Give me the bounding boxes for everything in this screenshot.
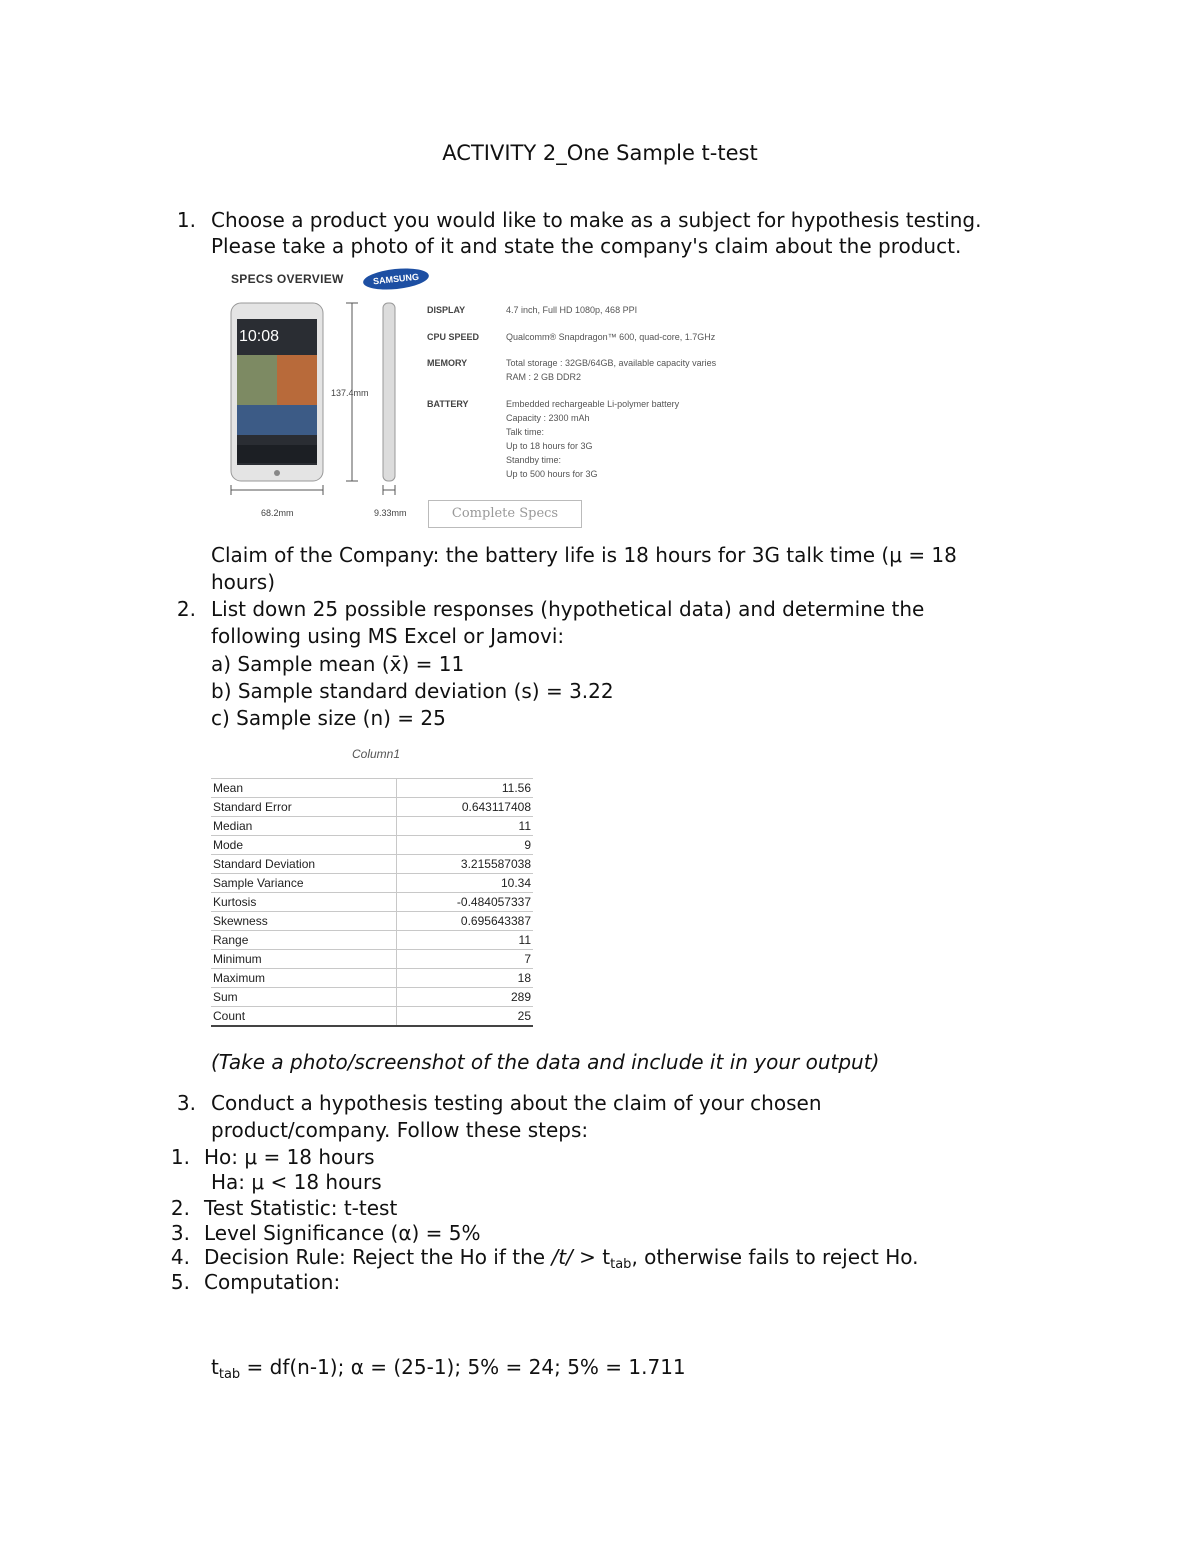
- stats-label: Mean: [211, 779, 396, 798]
- step-3-text: Level Significance (α) = 5%: [204, 1221, 481, 1245]
- stats-label: Skewness: [211, 912, 396, 931]
- stats-row: [211, 1007, 533, 1027]
- stats-label: Median: [211, 817, 396, 836]
- descriptive-statistics-table: [211, 745, 533, 1027]
- step-3-number: 3.: [170, 1221, 190, 1245]
- stats-row: [211, 798, 533, 817]
- spec-label-display: DISPLAY: [427, 305, 466, 315]
- stats-label: Maximum: [211, 969, 396, 988]
- step-1-text: Ho: μ = 18 hours: [204, 1145, 375, 1169]
- step-4-post: , otherwise fails to reject Ho.: [631, 1245, 919, 1269]
- item-1-line1: Choose a product you would like to make as a subject for hypothesis testing.: [211, 208, 982, 232]
- complete-specs-button[interactable]: Complete Specs: [428, 500, 582, 528]
- step-1-alt-hypothesis: Ha: μ < 18 hours: [211, 1170, 382, 1194]
- claim-line2: hours): [211, 570, 276, 594]
- stats-value: 3.215587038: [396, 855, 533, 874]
- item-3-line2: product/company. Follow these steps:: [211, 1118, 589, 1142]
- height-dimension: 137.4mm: [331, 388, 369, 398]
- step-4-text: [204, 1244, 918, 1270]
- item-2c: c) Sample size (n) = 25: [211, 706, 446, 730]
- t-tab-t: t: [211, 1355, 219, 1379]
- stats-row: [211, 836, 533, 855]
- stats-label: Sample Variance: [211, 874, 396, 893]
- step-2-number: 2.: [170, 1196, 190, 1220]
- spec-label-battery: BATTERY: [427, 399, 469, 409]
- item-3-number: 3.: [176, 1091, 196, 1115]
- spec-value-cpu: Qualcomm® Snapdragon™ 600, quad-core, 1.7GHz: [506, 332, 716, 342]
- stats-column-header: Column1: [351, 747, 401, 761]
- stats-label: Kurtosis: [211, 893, 396, 912]
- t-tab-rest: = df(n-1); α = (25-1); 5% = 24; 5% = 1.711: [240, 1355, 686, 1379]
- stats-label: Mode: [211, 836, 396, 855]
- step-4-sub: tab: [610, 1257, 632, 1272]
- step-5-text: Computation:: [204, 1270, 341, 1294]
- stats-label: Minimum: [211, 950, 396, 969]
- stats-value: 11.56: [396, 779, 533, 798]
- stats-value: 18: [396, 969, 533, 988]
- stats-value: 0.695643387: [396, 912, 533, 931]
- spec-label-memory: MEMORY: [427, 358, 468, 368]
- phone-clock: 10:08: [239, 328, 280, 345]
- step-4-number: 4.: [170, 1245, 190, 1269]
- stats-value: 25: [396, 1007, 533, 1027]
- t-tab-sub: tab: [218, 1367, 241, 1382]
- item-2b: b) Sample standard deviation (s) = 3.22: [211, 679, 614, 703]
- item-1-line2: Please take a photo of it and state the company's claim about the product.: [211, 234, 962, 258]
- stats-row: [211, 912, 533, 931]
- step-2-text: Test Statistic: t-test: [204, 1196, 398, 1220]
- product-specs-image: [225, 265, 745, 530]
- width-dimension: 68.2mm: [261, 508, 294, 518]
- stats-row: [211, 779, 533, 798]
- stats-row: [211, 988, 533, 1007]
- stats-row: [211, 817, 533, 836]
- item-2-line2: following using MS Excel or Jamovi:: [211, 624, 565, 648]
- stats-label: Sum: [211, 988, 396, 1007]
- item-2a: a) Sample mean (x̄) = 11: [211, 652, 465, 676]
- stats-row: [211, 874, 533, 893]
- step-4-mid: > t: [572, 1245, 611, 1269]
- t-tab-computation: [211, 1354, 686, 1380]
- stats-value: 10.34: [396, 874, 533, 893]
- stats-row: [211, 931, 533, 950]
- depth-dimension: 9.33mm: [374, 508, 407, 518]
- stats-row: [211, 969, 533, 988]
- stats-label: Range: [211, 931, 396, 950]
- step-4-pre: Decision Rule: Reject the Ho if the: [204, 1245, 552, 1269]
- stats-row: [211, 950, 533, 969]
- spec-value-display: 4.7 inch, Full HD 1080p, 468 PPI: [506, 305, 638, 315]
- stats-label: Count: [211, 1007, 396, 1027]
- specs-heading: SPECS OVERVIEW: [231, 272, 344, 286]
- item-1-number: 1.: [176, 208, 196, 232]
- step-4-abs-t: /t/: [551, 1245, 573, 1269]
- stats-row: [211, 893, 533, 912]
- item-2-number: 2.: [176, 597, 196, 621]
- stats-row: [211, 855, 533, 874]
- spec-value-memory: Total storage : 32GB/64GB, available capacity varies RAM : 2 GB DDR2: [506, 358, 717, 382]
- stats-label: Standard Error: [211, 798, 396, 817]
- step-5-number: 5.: [170, 1270, 190, 1294]
- item-3-line1: Conduct a hypothesis testing about the claim of your chosen: [211, 1091, 822, 1115]
- spec-label-cpu: CPU SPEED: [427, 332, 480, 342]
- claim-line1: Claim of the Company: the battery life is 18 hours for 3G talk time (μ = 18: [211, 543, 957, 567]
- screenshot-note: (Take a photo/screenshot of the data and include it in your output): [211, 1050, 880, 1074]
- item-2-line1: List down 25 possible responses (hypothetical data) and determine the: [211, 597, 925, 621]
- stats-value: 9: [396, 836, 533, 855]
- stats-value: 7: [396, 950, 533, 969]
- step-1-number: 1.: [170, 1145, 190, 1169]
- stats-value: 289: [396, 988, 533, 1007]
- stats-value: 0.643117408: [396, 798, 533, 817]
- stats-value: 11: [396, 817, 533, 836]
- stats-label: Standard Deviation: [211, 855, 396, 874]
- stats-value: -0.484057337: [396, 893, 533, 912]
- brand-logo: SAMSUNG: [362, 266, 430, 293]
- document-title: ACTIVITY 2_One Sample t-test: [442, 141, 758, 165]
- spec-value-battery: Embedded rechargeable Li-polymer battery Capacity : 2300 mAh Talk time: Up to 18 hours for 3G Standby time: Up to 500 hours for 3G: [506, 399, 680, 479]
- stats-value: 11: [396, 931, 533, 950]
